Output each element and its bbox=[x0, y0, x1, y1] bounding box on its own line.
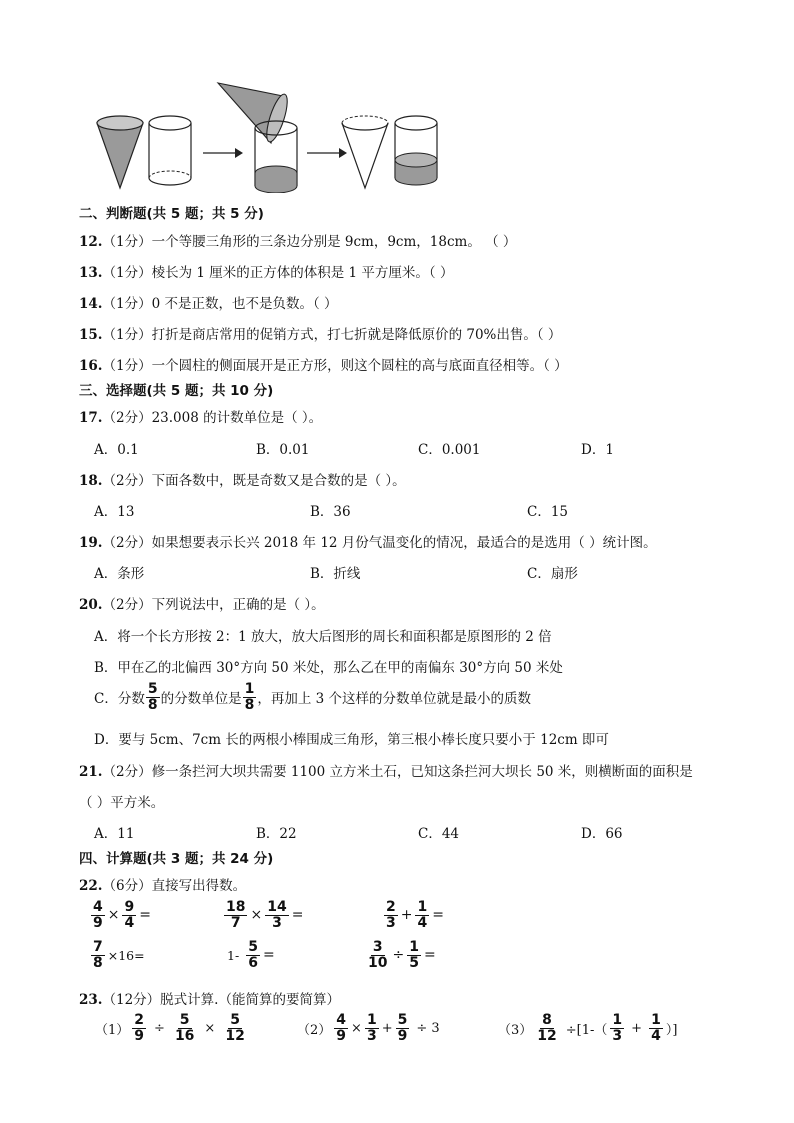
question-number: 22. bbox=[79, 878, 103, 894]
option-a: A．条形 bbox=[94, 566, 145, 582]
denominator: 12 bbox=[225, 1027, 245, 1044]
section-heading-choice: 三、选择题(共 5 题；共 10 分) bbox=[79, 383, 274, 399]
numerator: 4 bbox=[336, 1012, 347, 1028]
operator: × bbox=[351, 1020, 362, 1036]
numerator: 2 bbox=[134, 1012, 145, 1028]
numerator: 4 bbox=[93, 899, 103, 915]
arrow-right-icon bbox=[203, 148, 243, 158]
denominator: 5 bbox=[409, 954, 419, 971]
fraction bbox=[91, 900, 105, 930]
expression-3 bbox=[383, 900, 444, 930]
arrow-right-icon bbox=[307, 148, 347, 158]
denominator: 8 bbox=[244, 696, 255, 713]
fraction bbox=[535, 1013, 558, 1043]
question-23 bbox=[79, 988, 340, 1008]
expression-tail: ×16= bbox=[107, 947, 145, 963]
calculation-1 bbox=[95, 1013, 248, 1043]
numerator: 7 bbox=[93, 939, 103, 955]
question-number: 21. bbox=[79, 764, 103, 780]
question-number: 18. bbox=[79, 473, 103, 489]
denominator: 6 bbox=[248, 954, 258, 971]
item-label: （3） bbox=[498, 1022, 533, 1038]
item-label: （1） bbox=[95, 1022, 130, 1038]
numerator: 1 bbox=[612, 1012, 623, 1028]
question-number: 17. bbox=[79, 410, 103, 426]
question-number: 16. bbox=[79, 358, 103, 374]
question-number: 23. bbox=[79, 992, 103, 1008]
denominator: 9 bbox=[93, 914, 103, 931]
fraction bbox=[334, 1013, 348, 1043]
calculation-3 bbox=[498, 1013, 677, 1043]
option-b: B．22 bbox=[256, 826, 297, 842]
question-text: （1分）0 不是正数，也不是负数。（ ） bbox=[102, 296, 338, 312]
option-c: C．扇形 bbox=[527, 566, 578, 582]
fraction bbox=[384, 900, 398, 930]
numerator: 9 bbox=[124, 899, 135, 915]
fraction bbox=[132, 1013, 146, 1043]
question-text: （1分）打折是商店常用的促销方式，打七折就是降低原价的 70%出售。（ ） bbox=[102, 327, 562, 343]
option-c-prefix: C．分数 bbox=[94, 691, 145, 708]
option-b: B．折线 bbox=[310, 566, 361, 582]
option-a: A．0.1 bbox=[94, 442, 139, 458]
fraction bbox=[146, 682, 160, 712]
fraction bbox=[223, 1013, 246, 1043]
question-text: （2分）如果想要表示长兴 2018 年 12 月份气温变化的情况，最适合的是选用（ ）统计图。 bbox=[102, 535, 657, 551]
question-number: 14. bbox=[79, 296, 103, 312]
question-text: （2分）23.008 的计数单位是（ ）。 bbox=[102, 410, 323, 426]
equals: = bbox=[432, 907, 444, 924]
question-15 bbox=[79, 323, 561, 343]
denominator: 9 bbox=[134, 1027, 145, 1044]
denominator: 8 bbox=[93, 954, 103, 971]
option-c: C．44 bbox=[418, 826, 460, 842]
question-text: （2分）修一条拦河大坝共需要 1100 立方米土石，已知这条拦河大坝长 50 米，则横断面的面积是 bbox=[102, 764, 693, 780]
numerator: 5 bbox=[230, 1012, 240, 1028]
denominator: 7 bbox=[230, 914, 241, 931]
fraction bbox=[366, 940, 389, 970]
expression-middle: ÷[1-（ bbox=[565, 1022, 608, 1038]
operator: × bbox=[250, 907, 263, 924]
denominator: 3 bbox=[272, 914, 282, 931]
option-d: D．1 bbox=[581, 442, 614, 458]
fraction bbox=[91, 940, 105, 970]
question-number: 13. bbox=[79, 265, 103, 281]
option-d: D．要与 5cm、7cm 长的两根小棒围成三角形，第三根小棒长度只要小于 12cm 即可 bbox=[94, 732, 609, 748]
numerator: 1 bbox=[366, 1012, 377, 1028]
equals: = bbox=[139, 907, 151, 924]
fraction bbox=[649, 1013, 663, 1043]
section-heading-judgement: 二、判断题(共 5 题；共 5 分) bbox=[79, 206, 264, 222]
question-13 bbox=[79, 261, 453, 281]
calculation-2 bbox=[297, 1013, 440, 1043]
denominator: 4 bbox=[124, 914, 135, 931]
empty-cylinder-icon bbox=[149, 116, 191, 185]
option-a: A．将一个长方形按 2：1 放大，放大后图形的周长和面积都是原图形的 2 倍 bbox=[94, 629, 552, 645]
operator: + bbox=[400, 907, 413, 924]
denominator: 9 bbox=[397, 1027, 408, 1044]
numerator: 1 bbox=[417, 899, 428, 915]
question-17 bbox=[79, 406, 322, 426]
question-text: （1分）一个圆柱的侧面展开是正方形，则这个圆柱的高与底面直径相等。（ ） bbox=[102, 358, 568, 374]
denominator: 3 bbox=[366, 1027, 377, 1044]
option-b: B．甲在乙的北偏西 30°方向 50 米处，那么乙在甲的南偏东 30°方向 50 米处 bbox=[94, 660, 563, 676]
question-14 bbox=[79, 292, 338, 312]
option-c: C．15 bbox=[527, 504, 569, 520]
option-b: B．0.01 bbox=[256, 442, 310, 458]
question-text: （2分）下面各数中，既是奇数又是合数的是（ ）。 bbox=[102, 473, 406, 489]
item-label: （2） bbox=[297, 1022, 332, 1038]
numerator: 14 bbox=[267, 899, 287, 915]
fraction bbox=[246, 940, 260, 970]
equals: = bbox=[291, 907, 304, 924]
expression-tail: ）] bbox=[665, 1022, 678, 1038]
fraction bbox=[173, 1013, 196, 1043]
question-18 bbox=[79, 469, 406, 489]
denominator: 10 bbox=[368, 954, 388, 971]
fraction bbox=[415, 900, 429, 930]
expression-2 bbox=[223, 900, 303, 930]
fraction bbox=[396, 1013, 410, 1043]
operator: + bbox=[631, 1020, 643, 1036]
operator: × bbox=[107, 907, 120, 924]
cone-cylinder-illustration bbox=[85, 78, 455, 193]
fraction bbox=[610, 1013, 624, 1043]
operator: + bbox=[381, 1020, 393, 1036]
question-text: （2分）下列说法中，正确的是（ ）。 bbox=[102, 597, 325, 613]
partially-filled-cylinder-icon bbox=[395, 116, 437, 185]
numerator: 1 bbox=[409, 939, 419, 955]
question-21 bbox=[79, 760, 693, 780]
question-20 bbox=[79, 593, 325, 613]
expression-tail: ÷ 3 bbox=[416, 1020, 440, 1036]
fraction bbox=[407, 940, 421, 970]
option-b: B．36 bbox=[310, 504, 351, 520]
question-number: 20. bbox=[79, 597, 103, 613]
denominator: 8 bbox=[147, 696, 158, 713]
denominator: 3 bbox=[612, 1027, 623, 1044]
denominator: 16 bbox=[174, 1027, 195, 1044]
question-22 bbox=[79, 874, 246, 894]
operator: × bbox=[204, 1020, 216, 1036]
fraction bbox=[243, 682, 257, 712]
numerator: 3 bbox=[372, 939, 383, 955]
numerator: 5 bbox=[179, 1012, 190, 1028]
numerator: 18 bbox=[226, 899, 246, 915]
filled-cone-icon bbox=[97, 116, 143, 188]
question-12 bbox=[79, 230, 516, 250]
operator: ÷ bbox=[392, 947, 405, 964]
numerator: 1 bbox=[651, 1012, 661, 1028]
option-c bbox=[94, 682, 531, 712]
question-text: （12分）脱式计算.（能简算的要简算） bbox=[102, 992, 340, 1008]
numerator: 2 bbox=[386, 899, 396, 915]
section-heading-calculation: 四、计算题(共 3 题；共 24 分) bbox=[79, 851, 274, 867]
denominator: 3 bbox=[386, 914, 396, 931]
question-16 bbox=[79, 354, 568, 374]
question-number: 19. bbox=[79, 535, 103, 551]
operator: ÷ bbox=[154, 1020, 165, 1036]
option-c: C．0.001 bbox=[418, 442, 481, 458]
expression-1 bbox=[90, 900, 151, 930]
question-number: 15. bbox=[79, 327, 103, 343]
option-a: A．11 bbox=[94, 826, 135, 842]
option-c-middle: 的分数单位是 bbox=[160, 691, 242, 708]
fraction bbox=[265, 900, 288, 930]
option-c-suffix: ，再加上 3 个这样的分数单位就是最小的质数 bbox=[257, 691, 532, 708]
equals: = bbox=[262, 947, 275, 964]
expression-prefix: 1- bbox=[227, 947, 240, 963]
denominator: 9 bbox=[336, 1027, 347, 1044]
numerator: 5 bbox=[248, 939, 258, 955]
question-number: 12. bbox=[79, 234, 103, 250]
fraction bbox=[224, 900, 247, 930]
question-text: （1分）一个等腰三角形的三条边分别是 9cm，9cm，18cm。 （ ） bbox=[102, 234, 517, 250]
numerator: 1 bbox=[244, 681, 255, 697]
empty-cone-icon bbox=[342, 116, 388, 188]
question-text: （1分）棱长为 1 厘米的正方体的体积是 1 平方厘米。（ ） bbox=[102, 265, 454, 281]
equals: = bbox=[423, 947, 436, 964]
question-19 bbox=[79, 531, 657, 551]
question-21-continued: （ ）平方米。 bbox=[79, 795, 165, 811]
fraction bbox=[365, 1013, 379, 1043]
expression-4 bbox=[90, 940, 145, 970]
fraction bbox=[122, 900, 136, 930]
denominator: 12 bbox=[537, 1027, 557, 1044]
numerator: 8 bbox=[542, 1012, 552, 1028]
denominator: 4 bbox=[651, 1027, 661, 1044]
numerator: 5 bbox=[397, 1012, 408, 1028]
option-d: D．66 bbox=[581, 826, 623, 842]
numerator: 5 bbox=[147, 681, 158, 697]
option-a: A．13 bbox=[94, 504, 135, 520]
question-text: （6分）直接写出得数。 bbox=[102, 878, 247, 894]
expression-5 bbox=[227, 940, 275, 970]
denominator: 4 bbox=[417, 914, 428, 931]
expression-6 bbox=[365, 940, 436, 970]
